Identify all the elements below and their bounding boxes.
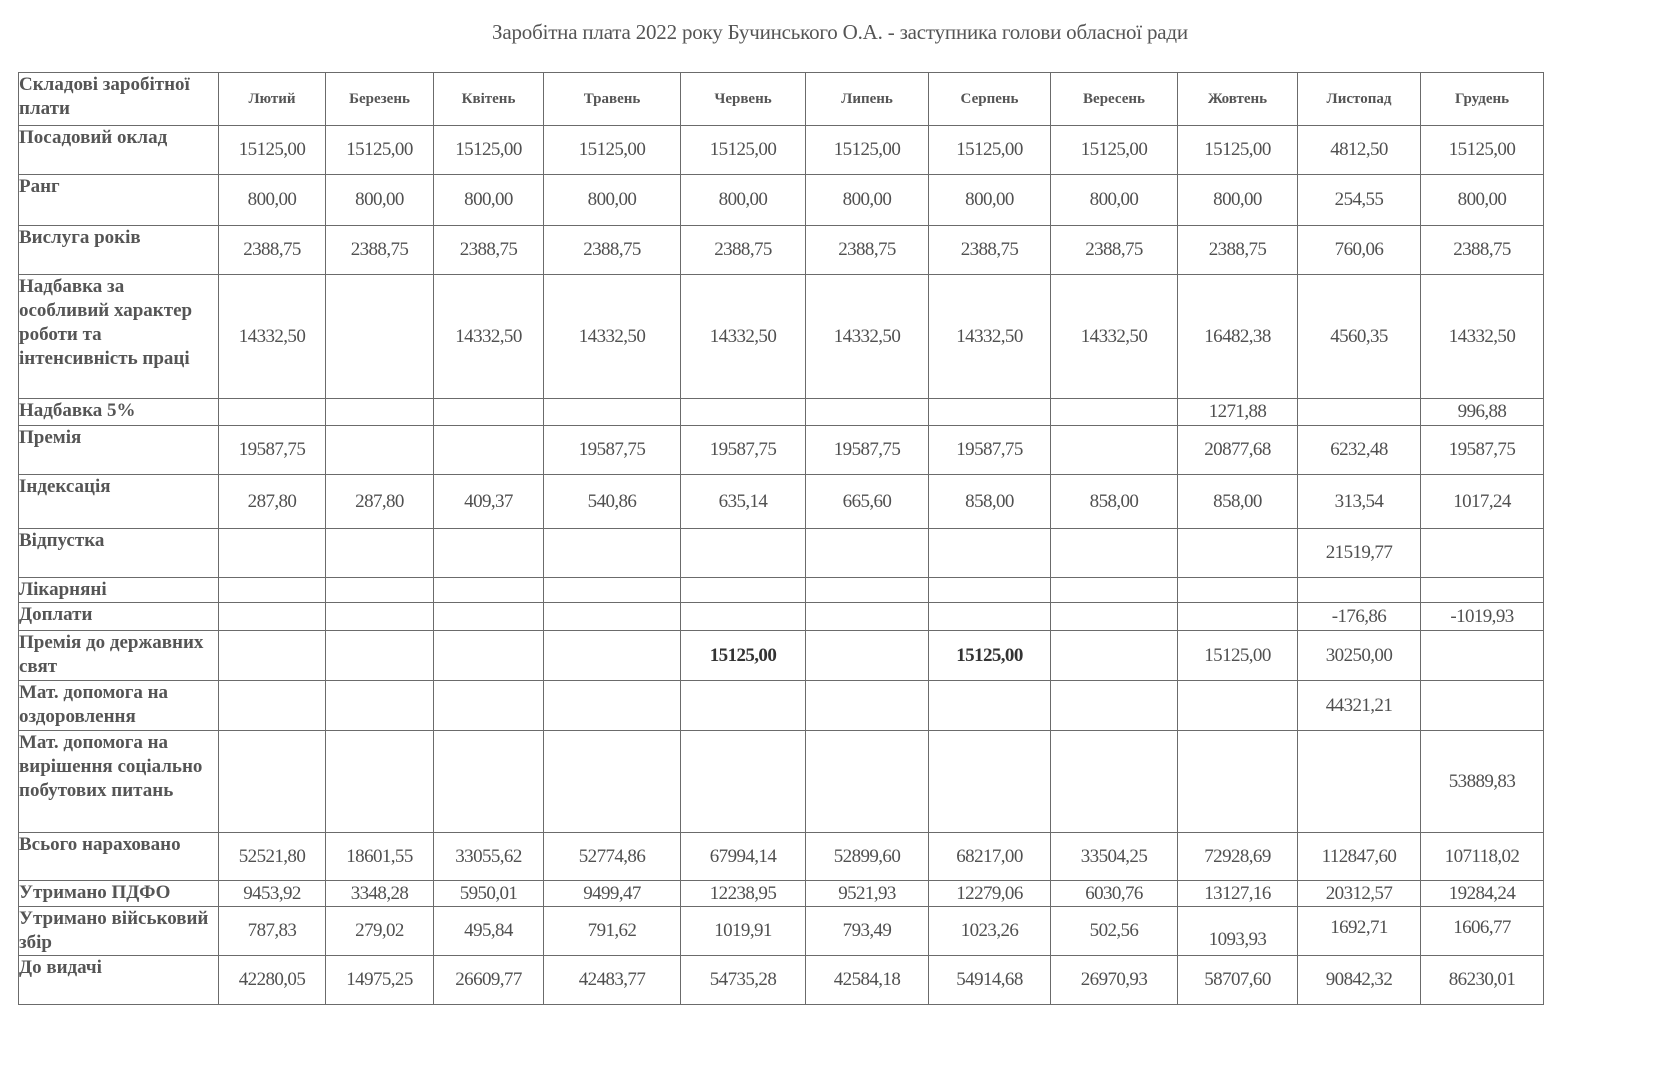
value-cell: 495,84 <box>434 907 544 956</box>
value-cell <box>544 731 681 833</box>
value-cell <box>1178 731 1298 833</box>
value-cell: 52899,60 <box>806 833 929 881</box>
value-cell: 2388,75 <box>806 226 929 275</box>
header-row <box>19 73 1544 126</box>
value-cell: 2388,75 <box>929 226 1051 275</box>
value-cell: 67994,14 <box>681 833 806 881</box>
value-cell <box>544 529 681 578</box>
value-cell: 1023,26 <box>929 907 1051 956</box>
value-cell <box>1178 578 1298 603</box>
value-cell <box>434 681 544 731</box>
value-cell <box>219 731 326 833</box>
value-cell: 800,00 <box>806 175 929 226</box>
value-cell <box>326 399 434 426</box>
value-cell: 14332,50 <box>544 275 681 399</box>
value-cell <box>1298 731 1421 833</box>
month-header: Лютий <box>219 73 326 126</box>
value-cell <box>326 681 434 731</box>
value-cell: 15125,00 <box>219 126 326 175</box>
value-cell: 19587,75 <box>544 426 681 475</box>
value-cell: 760,06 <box>1298 226 1421 275</box>
value-cell: 2388,75 <box>1178 226 1298 275</box>
value-cell: 858,00 <box>929 475 1051 529</box>
value-cell <box>219 681 326 731</box>
value-cell: 112847,60 <box>1298 833 1421 881</box>
value-cell: 9521,93 <box>806 881 929 907</box>
value-cell: 996,88 <box>1421 399 1544 426</box>
table-row <box>19 603 1544 631</box>
table-row <box>19 578 1544 603</box>
value-cell <box>681 603 806 631</box>
row-label: Надбавка за особливий характер роботи та інтенсивність праці <box>19 275 219 399</box>
value-cell: 409,37 <box>434 475 544 529</box>
value-cell <box>219 603 326 631</box>
value-cell: 1093,93 <box>1178 907 1298 956</box>
value-cell: 26970,93 <box>1051 956 1178 1005</box>
table-row <box>19 426 1544 475</box>
value-cell <box>1051 578 1178 603</box>
row-label: Мат. допомога на оздоровлення <box>19 681 219 731</box>
value-cell <box>806 529 929 578</box>
month-header: Жовтень <box>1178 73 1298 126</box>
value-cell: 12279,06 <box>929 881 1051 907</box>
value-cell: 19587,75 <box>1421 426 1544 475</box>
table-row <box>19 529 1544 578</box>
table-row <box>19 226 1544 275</box>
value-cell: -176,86 <box>1298 603 1421 631</box>
salary-table <box>18 72 1544 1005</box>
value-cell: 20877,68 <box>1178 426 1298 475</box>
value-cell: 68217,00 <box>929 833 1051 881</box>
value-cell <box>929 529 1051 578</box>
table-row <box>19 631 1544 681</box>
value-cell <box>1051 731 1178 833</box>
table-row <box>19 399 1544 426</box>
table-row <box>19 833 1544 881</box>
value-cell: 42584,18 <box>806 956 929 1005</box>
value-cell: 800,00 <box>1178 175 1298 226</box>
value-cell <box>1051 529 1178 578</box>
value-cell <box>806 631 929 681</box>
value-cell: 14332,50 <box>1051 275 1178 399</box>
value-cell: 1606,77 <box>1421 907 1544 956</box>
value-cell: 287,80 <box>326 475 434 529</box>
value-cell: 18601,55 <box>326 833 434 881</box>
value-cell: 15125,00 <box>544 126 681 175</box>
month-header: Липень <box>806 73 929 126</box>
value-cell <box>1178 603 1298 631</box>
month-header: Травень <box>544 73 681 126</box>
value-cell: 279,02 <box>326 907 434 956</box>
value-cell: 1019,91 <box>681 907 806 956</box>
row-label: Доплати <box>19 603 219 631</box>
value-cell: 254,55 <box>1298 175 1421 226</box>
value-cell: 19587,75 <box>929 426 1051 475</box>
value-cell <box>806 731 929 833</box>
value-cell: 800,00 <box>544 175 681 226</box>
value-cell <box>929 578 1051 603</box>
table-row <box>19 475 1544 529</box>
value-cell: 42280,05 <box>219 956 326 1005</box>
value-cell: 14332,50 <box>1421 275 1544 399</box>
value-cell <box>544 578 681 603</box>
value-cell <box>806 578 929 603</box>
document-title: Заробітна плата 2022 року Бучинського О.А. - заступника голови обласної ради <box>492 20 1188 44</box>
value-cell: -1019,93 <box>1421 603 1544 631</box>
value-cell: 58707,60 <box>1178 956 1298 1005</box>
value-cell: 800,00 <box>434 175 544 226</box>
value-cell: 2388,75 <box>1421 226 1544 275</box>
value-cell: 30250,00 <box>1298 631 1421 681</box>
value-cell: 858,00 <box>1178 475 1298 529</box>
value-cell: 1692,71 <box>1298 907 1421 956</box>
value-cell <box>929 603 1051 631</box>
value-cell: 2388,75 <box>326 226 434 275</box>
value-cell: 2388,75 <box>681 226 806 275</box>
month-header: Листопад <box>1298 73 1421 126</box>
value-cell <box>219 578 326 603</box>
value-cell <box>434 399 544 426</box>
value-cell: 1271,88 <box>1178 399 1298 426</box>
row-label: Мат. допомога на вирішення соціально побутових питань <box>19 731 219 833</box>
value-cell: 313,54 <box>1298 475 1421 529</box>
value-cell: 800,00 <box>219 175 326 226</box>
value-cell <box>1421 681 1544 731</box>
table-row <box>19 126 1544 175</box>
value-cell: 4812,50 <box>1298 126 1421 175</box>
row-label: Премія <box>19 426 219 475</box>
value-cell: 800,00 <box>681 175 806 226</box>
value-cell: 6030,76 <box>1051 881 1178 907</box>
value-cell: 20312,57 <box>1298 881 1421 907</box>
value-cell <box>219 631 326 681</box>
value-cell: 15125,00 <box>1421 126 1544 175</box>
row-label: Відпустка <box>19 529 219 578</box>
value-cell: 540,86 <box>544 475 681 529</box>
value-cell: 52521,80 <box>219 833 326 881</box>
value-cell: 15125,00 <box>929 631 1051 681</box>
value-cell <box>929 399 1051 426</box>
value-cell <box>1298 399 1421 426</box>
value-cell: 800,00 <box>326 175 434 226</box>
value-cell <box>681 399 806 426</box>
value-cell: 15125,00 <box>929 126 1051 175</box>
value-cell: 14332,50 <box>681 275 806 399</box>
value-cell: 800,00 <box>1051 175 1178 226</box>
value-cell <box>1421 529 1544 578</box>
month-header: Серпень <box>929 73 1051 126</box>
value-cell <box>1051 399 1178 426</box>
value-cell <box>1421 578 1544 603</box>
row-label: Утримано ПДФО <box>19 881 219 907</box>
value-cell: 2388,75 <box>219 226 326 275</box>
value-cell <box>326 578 434 603</box>
value-cell: 16482,38 <box>1178 275 1298 399</box>
value-cell: 14332,50 <box>219 275 326 399</box>
value-cell: 6232,48 <box>1298 426 1421 475</box>
value-cell <box>326 529 434 578</box>
value-cell: 12238,95 <box>681 881 806 907</box>
value-cell: 665,60 <box>806 475 929 529</box>
value-cell <box>326 603 434 631</box>
value-cell: 787,83 <box>219 907 326 956</box>
row-label: Лікарняні <box>19 578 219 603</box>
value-cell: 72928,69 <box>1178 833 1298 881</box>
value-cell: 44321,21 <box>1298 681 1421 731</box>
table-row <box>19 175 1544 226</box>
value-cell: 5950,01 <box>434 881 544 907</box>
row-label: Надбавка 5% <box>19 399 219 426</box>
value-cell: 800,00 <box>929 175 1051 226</box>
value-cell: 14332,50 <box>929 275 1051 399</box>
value-cell <box>1051 681 1178 731</box>
value-cell: 52774,86 <box>544 833 681 881</box>
month-header: Квітень <box>434 73 544 126</box>
row-label: До видачі <box>19 956 219 1005</box>
value-cell: 15125,00 <box>1051 126 1178 175</box>
value-cell <box>544 399 681 426</box>
value-cell <box>1178 529 1298 578</box>
value-cell: 107118,02 <box>1421 833 1544 881</box>
row-label: Премія до державних свят <box>19 631 219 681</box>
value-cell: 15125,00 <box>326 126 434 175</box>
value-cell <box>434 426 544 475</box>
value-cell <box>219 399 326 426</box>
value-cell <box>1298 578 1421 603</box>
value-cell: 15125,00 <box>434 126 544 175</box>
row-label: Всього нараховано <box>19 833 219 881</box>
value-cell: 502,56 <box>1051 907 1178 956</box>
row-label: Утримано військовий збір <box>19 907 219 956</box>
value-cell: 90842,32 <box>1298 956 1421 1005</box>
row-label: Ранг <box>19 175 219 226</box>
value-cell: 2388,75 <box>544 226 681 275</box>
value-cell <box>806 681 929 731</box>
value-cell: 9453,92 <box>219 881 326 907</box>
value-cell <box>806 603 929 631</box>
value-cell: 2388,75 <box>434 226 544 275</box>
month-header: Вересень <box>1051 73 1178 126</box>
value-cell: 13127,16 <box>1178 881 1298 907</box>
value-cell: 33055,62 <box>434 833 544 881</box>
value-cell: 800,00 <box>1421 175 1544 226</box>
table-row <box>19 681 1544 731</box>
value-cell: 21519,77 <box>1298 529 1421 578</box>
value-cell: 14975,25 <box>326 956 434 1005</box>
value-cell: 53889,83 <box>1421 731 1544 833</box>
value-cell <box>326 275 434 399</box>
value-cell <box>681 681 806 731</box>
value-cell <box>681 731 806 833</box>
value-cell: 19587,75 <box>219 426 326 475</box>
value-cell <box>1051 426 1178 475</box>
value-cell <box>806 399 929 426</box>
value-cell: 15125,00 <box>681 126 806 175</box>
value-cell <box>219 529 326 578</box>
row-label: Посадовий оклад <box>19 126 219 175</box>
value-cell <box>1051 603 1178 631</box>
value-cell: 4560,35 <box>1298 275 1421 399</box>
value-cell: 86230,01 <box>1421 956 1544 1005</box>
value-cell: 1017,24 <box>1421 475 1544 529</box>
value-cell: 54914,68 <box>929 956 1051 1005</box>
value-cell <box>544 603 681 631</box>
value-cell <box>1178 681 1298 731</box>
value-cell <box>434 578 544 603</box>
value-cell: 9499,47 <box>544 881 681 907</box>
month-header: Грудень <box>1421 73 1544 126</box>
value-cell <box>544 681 681 731</box>
value-cell: 19587,75 <box>806 426 929 475</box>
row-label: Вислуга років <box>19 226 219 275</box>
value-cell <box>326 426 434 475</box>
value-cell: 791,62 <box>544 907 681 956</box>
value-cell <box>434 529 544 578</box>
value-cell: 635,14 <box>681 475 806 529</box>
value-cell <box>434 631 544 681</box>
value-cell: 42483,77 <box>544 956 681 1005</box>
value-cell: 14332,50 <box>434 275 544 399</box>
value-cell <box>929 731 1051 833</box>
value-cell: 54735,28 <box>681 956 806 1005</box>
value-cell <box>544 631 681 681</box>
value-cell: 15125,00 <box>1178 126 1298 175</box>
value-cell: 26609,77 <box>434 956 544 1005</box>
value-cell <box>326 731 434 833</box>
value-cell: 15125,00 <box>806 126 929 175</box>
row-label: Індексація <box>19 475 219 529</box>
month-header: Березень <box>326 73 434 126</box>
value-cell: 793,49 <box>806 907 929 956</box>
month-header: Червень <box>681 73 806 126</box>
value-cell: 3348,28 <box>326 881 434 907</box>
value-cell <box>434 731 544 833</box>
value-cell: 19284,24 <box>1421 881 1544 907</box>
value-cell <box>929 681 1051 731</box>
value-cell: 15125,00 <box>681 631 806 681</box>
table-row <box>19 907 1544 956</box>
value-cell: 15125,00 <box>1178 631 1298 681</box>
value-cell <box>1051 631 1178 681</box>
value-cell <box>681 578 806 603</box>
table-row <box>19 956 1544 1005</box>
value-cell <box>326 631 434 681</box>
header-label: Складові заробітної плати <box>19 73 219 126</box>
table-row <box>19 881 1544 907</box>
value-cell: 287,80 <box>219 475 326 529</box>
value-cell <box>434 603 544 631</box>
value-cell: 2388,75 <box>1051 226 1178 275</box>
value-cell: 33504,25 <box>1051 833 1178 881</box>
value-cell <box>681 529 806 578</box>
value-cell: 14332,50 <box>806 275 929 399</box>
value-cell: 858,00 <box>1051 475 1178 529</box>
table-row <box>19 731 1544 833</box>
table-row <box>19 275 1544 399</box>
value-cell <box>1421 631 1544 681</box>
value-cell: 19587,75 <box>681 426 806 475</box>
